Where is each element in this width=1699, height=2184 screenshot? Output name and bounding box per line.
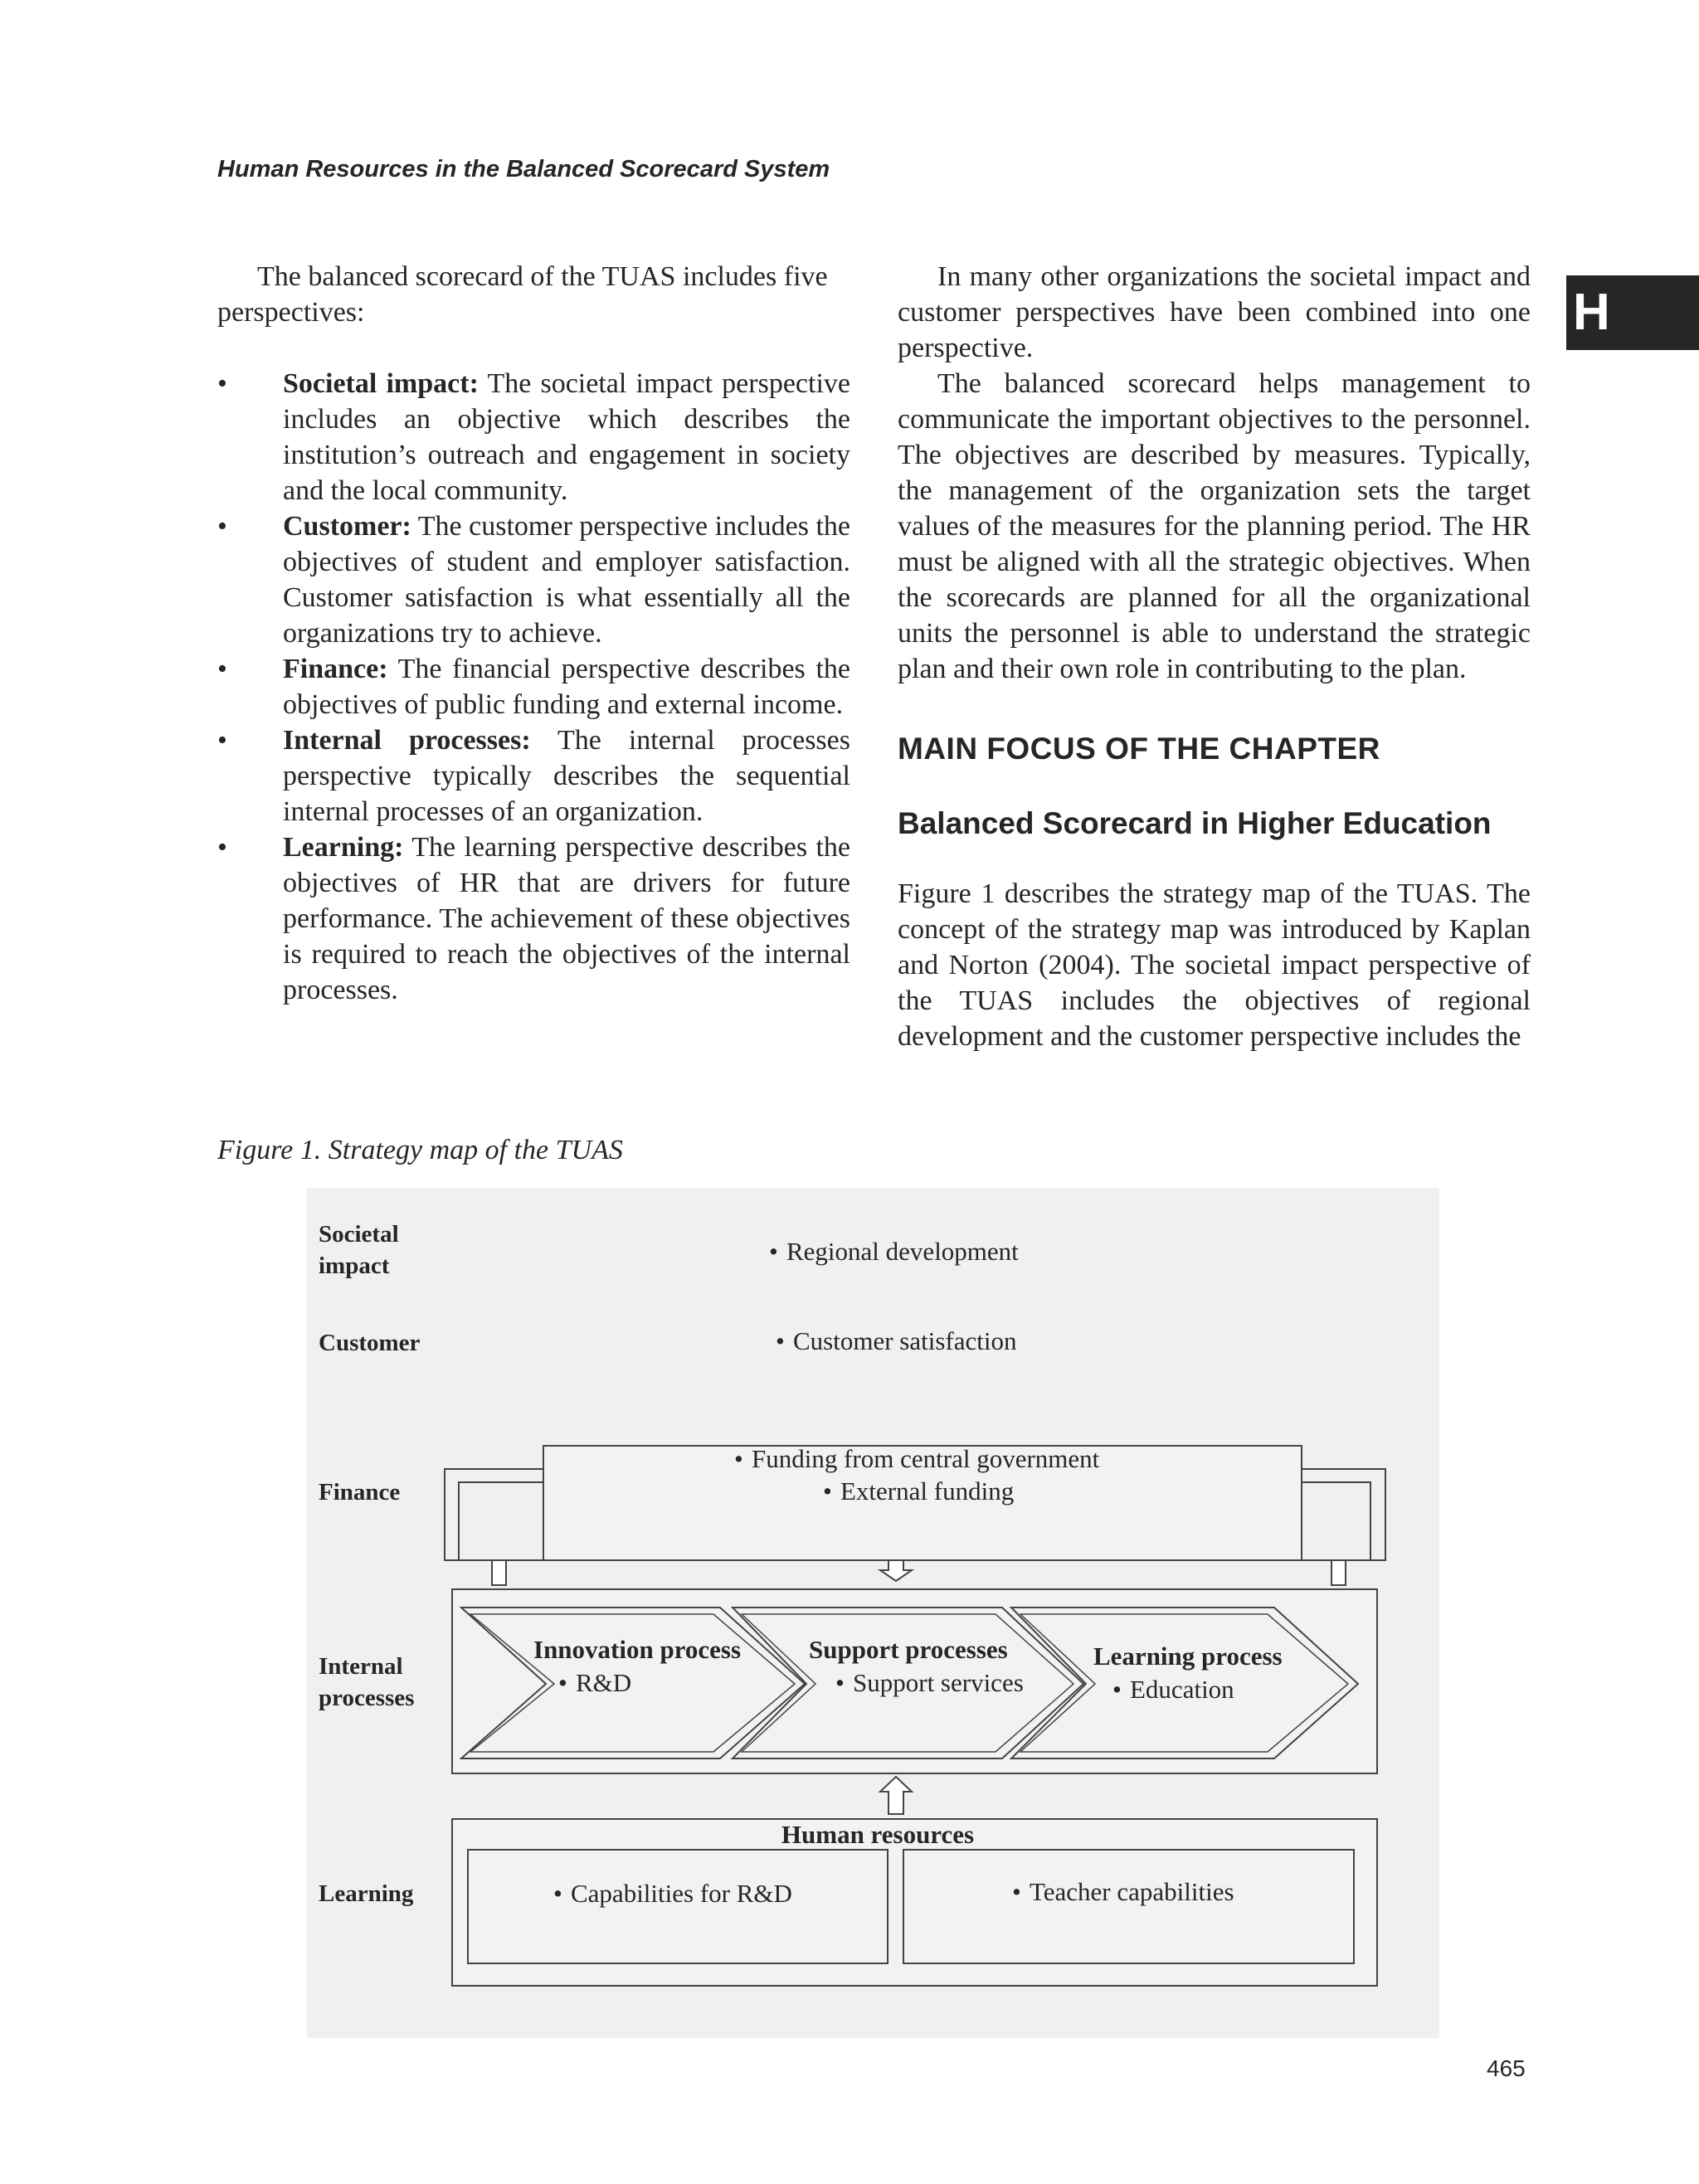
label-societal: Societal [319, 1221, 399, 1248]
item-support-services: Support services [853, 1668, 1024, 1697]
bullet-customer: • [776, 1326, 785, 1355]
list-item: • Customer: The customer perspective includes the objectives of student and employer satisfaction. Customer satisfaction is what essentially all the organizations try to achieve. [217, 511, 850, 649]
list-item: • Societal impact: The societal impact perspective includes an objective which describes the institution’s outreach and engagement in society and the local community. [217, 368, 850, 506]
item-education: Education [1130, 1675, 1234, 1704]
label-customer: Customer [319, 1330, 421, 1356]
item-customer-satisfaction: Customer satisfaction [793, 1326, 1017, 1355]
bullet-regional: • [769, 1237, 778, 1266]
label-finance: Finance [319, 1479, 401, 1505]
paragraph: Figure 1 describes the strategy map of the TUAS. The concept of the strategy map was introduced by Kaplan and Norton (2004). The societal impact perspective of the TUAS includes the objectives of regional development and the customer perspective includes the [898, 878, 1531, 1052]
label-impact: impact [319, 1253, 390, 1279]
list-item: • Internal processes: The internal processes perspective typically describes the sequential internal processes of an organization. [217, 725, 850, 827]
section-heading: Balanced Scorecard in Higher Education [898, 806, 1492, 840]
running-header: Human Resources in the Balanced Scorecard System [217, 156, 830, 182]
bullet-teacher: • [1012, 1877, 1021, 1906]
learning-process-title: Learning process [1093, 1642, 1283, 1671]
item-rnd: R&D [576, 1668, 632, 1697]
connector-left [492, 1560, 506, 1585]
figure-caption: Figure 1. Strategy map of the TUAS [217, 1135, 623, 1165]
intro-line: The balanced scorecard of the TUAS includes five [257, 261, 828, 292]
paragraph: In many other organizations the societal impact and customer perspectives have been combined into one perspective. [898, 261, 1531, 363]
bullet-funding: • [734, 1444, 743, 1473]
chapter-heading: MAIN FOCUS OF THE CHAPTER [898, 732, 1380, 766]
page-number: 465 [1487, 2055, 1526, 2081]
item-external-funding: External funding [840, 1476, 1015, 1505]
section-tab: H [1566, 275, 1699, 350]
teacher-capabilities-box [903, 1850, 1354, 1963]
label-processes: processes [319, 1685, 415, 1711]
label-internal: Internal [319, 1653, 403, 1680]
list-item: • Finance: The financial perspective describes the objectives of public funding and external income. [217, 654, 850, 720]
innovation-process-title: Innovation process [533, 1635, 742, 1664]
label-learning: Learning [319, 1880, 414, 1907]
bullet-cap-rnd: • [553, 1879, 562, 1908]
intro-line: perspectives: [217, 297, 365, 328]
bullet-support: • [835, 1668, 845, 1697]
bullet-rnd: • [558, 1668, 567, 1697]
paragraph: The balanced scorecard helps management to communicate the important objectives to the personnel. The objectives are described by measures. Typically, the management of the organization sets the target values of the measures for the planning period. The HR must be aligned with all the strategic objectives. When the scorecards are planned for all the organizational units the personnel is able to understand the strategic plan and their own role in contributing to the plan. [898, 368, 1531, 684]
human-resources-title: Human resources [781, 1820, 975, 1849]
list-item: • Learning: The learning perspective describes the objectives of HR that are drivers for future performance. The achievement of these objectives is required to reach the objectives of the internal processes. [217, 832, 850, 1005]
item-teacher-capabilities: Teacher capabilities [1030, 1877, 1234, 1906]
item-funding-government: Funding from central government [752, 1444, 1100, 1473]
item-regional-development: Regional development [786, 1237, 1019, 1266]
connector-right [1331, 1560, 1346, 1585]
item-capabilities-rnd: Capabilities for R&D [571, 1879, 792, 1908]
support-processes-title: Support processes [809, 1635, 1008, 1664]
bullet-education: • [1112, 1675, 1122, 1704]
bullet-external: • [823, 1476, 832, 1505]
